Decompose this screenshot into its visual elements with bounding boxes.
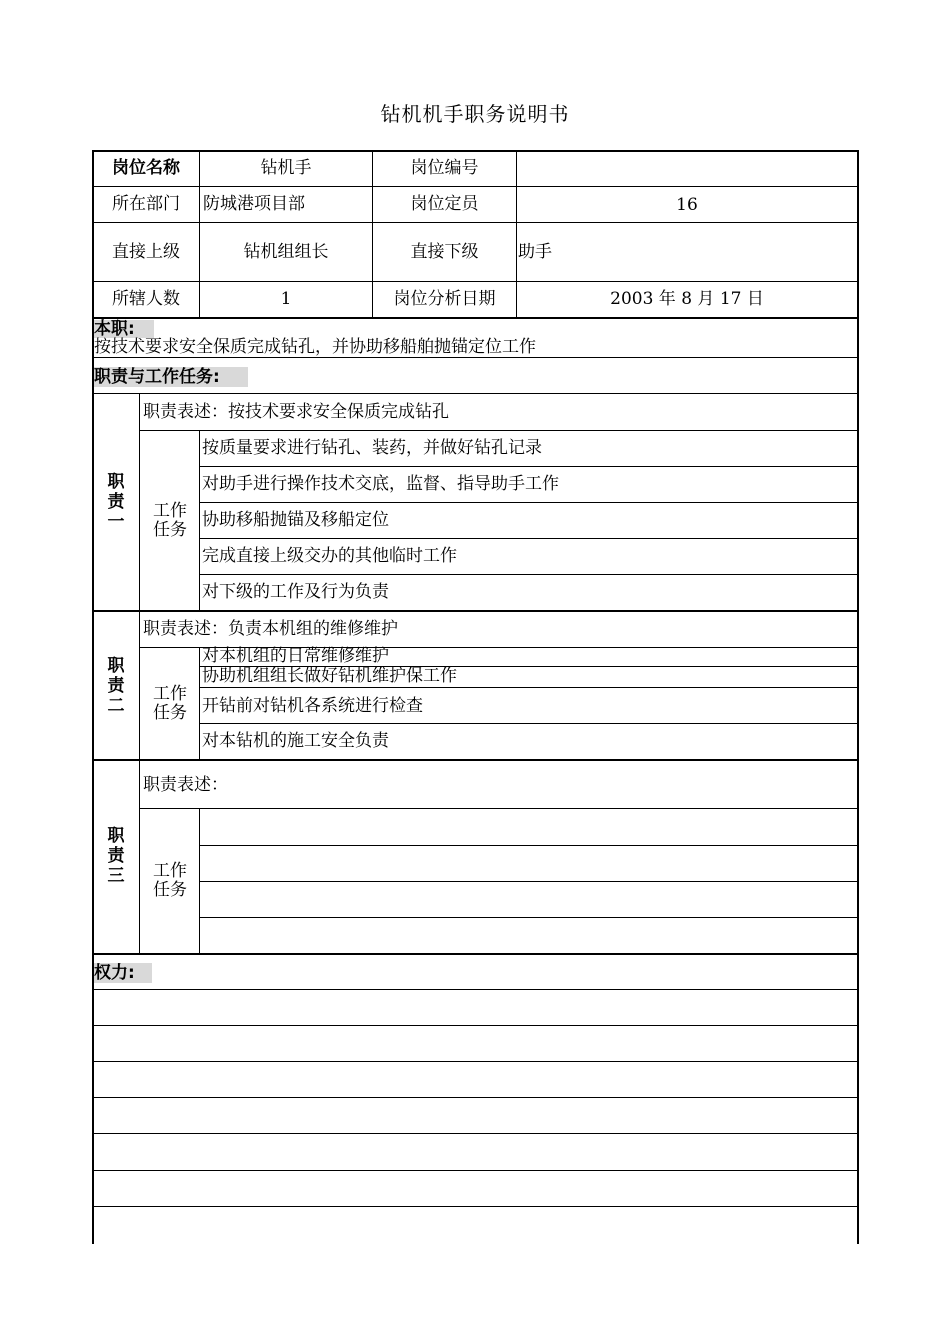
responsibility-1-title: 职 责 一 [107,472,125,532]
duty-label: 本职: [94,320,154,338]
job-code-label: 岗位编号 [410,158,479,178]
duty-text: 按技术要求安全保质完成钻孔，并协助移船舶抛锚定位工作 [94,337,536,357]
quota-value: 16 [676,195,698,215]
subordinate-value: 助手 [518,242,552,262]
superior-value: 钻机组组长 [243,242,329,262]
responsibility-3-description: 职责表述： [143,775,228,795]
analysis-date-label: 岗位分析日期 [393,289,496,309]
managed-label: 所辖人数 [112,289,180,309]
authority-label: 权力: [94,963,152,983]
responsibility-3-title: 职 责 三 [107,826,125,886]
document-title: 钻机机手职务说明书 [380,102,570,126]
analysis-date-value: 2003 年 8 月 17 日 [610,289,764,309]
table-border-left [92,150,94,1244]
subordinate-label: 直接下级 [410,242,479,262]
dept-label: 所在部门 [112,194,180,214]
responsibility-2-task-3: 开钻前对钻机各系统进行检查 [202,696,423,716]
table-border-right [857,150,859,1244]
responsibility-1-description: 职责表述：按技术要求安全保质完成钻孔 [143,402,449,422]
responsibility-1-task-1: 按质量要求进行钻孔、装药，并做好钻孔记录 [202,438,542,458]
job-name-label: 岗位名称 [112,158,180,178]
responsibility-1-task-5: 对下级的工作及行为负责 [202,582,389,602]
responsibility-2-task-2: 协助机组组长做好钻机维护保工作 [202,666,457,686]
job-name-value: 钻机手 [260,158,312,178]
responsibility-2-title: 职 责 二 [107,656,125,716]
responsibility-3-work-tasks-label: 工作 任务 [153,861,187,900]
responsibility-1-task-3: 协助移船抛锚及移船定位 [202,510,389,530]
responsibility-2-description: 职责表述：负责本机组的维修维护 [143,619,398,639]
managed-value: 1 [280,289,292,309]
responsibility-1-task-4: 完成直接上级交办的其他临时工作 [202,546,457,566]
responsibility-1-work-tasks-label: 工作 任务 [153,501,187,540]
responsibilities-label: 职责与工作任务: [94,367,248,387]
responsibility-2-work-tasks-label: 工作 任务 [153,684,187,723]
responsibility-2-task-4: 对本钻机的施工安全负责 [202,731,389,751]
responsibility-1-task-2: 对助手进行操作技术交底，监督、指导助手工作 [202,474,559,494]
dept-value: 防城港项目部 [203,194,305,214]
quota-label: 岗位定员 [410,194,479,214]
superior-label: 直接上级 [112,242,180,262]
table-border-top [92,150,859,152]
responsibility-2-task-1: 对本机组的日常维修维护 [202,646,389,666]
